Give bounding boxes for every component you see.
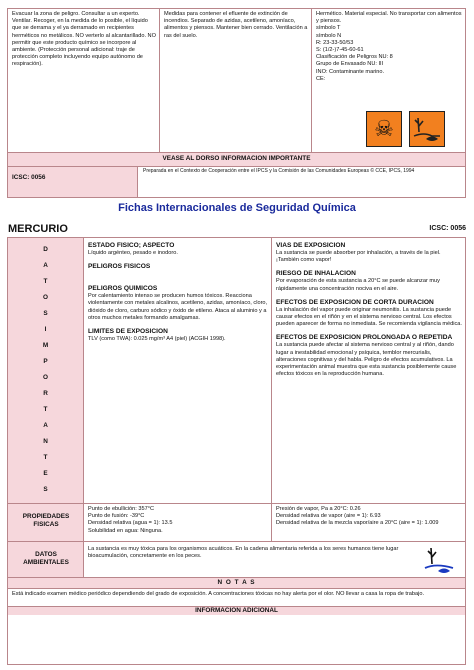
vertical-letter: O xyxy=(43,374,48,381)
notes-label: N O T A S xyxy=(217,579,256,586)
notes-text: Está indicado examen médico periódico dependiendo del grado de exposición. A concentraciones tóxicas no hay alerta por el olor. NO llevar a casa la ropa de trabajo. xyxy=(12,591,425,597)
icsc-right: ICSC: 0056 xyxy=(429,225,466,232)
quimicos-text: Por calentamiento intenso se producen humos tóxicos. Reacciona violentamente con metales alcalinos, acetileno, azidas, amoníaco, cloro, dióxido de cloro, carburo sódico y óxido de etileno. Ataca al aluminio y a otros muchos metales formando amalgamas. xyxy=(88,293,268,321)
vertical-letter: A xyxy=(43,422,48,429)
estado-heading: ESTADO FISICO; ASPECTO xyxy=(88,242,175,249)
info-label: INFORMACION ADICIONAL xyxy=(195,607,278,614)
chemical-name: MERCURIO xyxy=(8,223,68,235)
vertical-letter: T xyxy=(43,278,48,285)
vertical-letters xyxy=(8,242,83,498)
riesgo-heading: RIESGO DE INHALACION xyxy=(276,270,356,278)
icsc-number: ICSC: 0056 xyxy=(12,174,46,181)
prop-right: Densidad relativa de la mezcla vapor/aire a 20°C (aire = 1): 1.009 xyxy=(276,520,439,527)
toxic-symbol: ☠ xyxy=(366,111,402,147)
spill-text: Evacuar la zona de peligro. Consultar a un experto. Ventilar. Recoger, en la medida de lo posible, el líquido que se derrama y el ya derramado en recipientes herméticos no metálicos. NO verterlo al alcantarillado. NO permitir que este producto químico se incorpore al ambiente. (Protección personal adicional: traje de protección completo incluyendo equipo autónomo de respiración). xyxy=(12,11,156,68)
vertical-letter: D xyxy=(43,246,48,253)
prop-left: Densidad relativa (agua = 1): 13.5 xyxy=(88,520,173,527)
prop-left: Solubilidad en agua: Ninguna. xyxy=(88,527,163,534)
vertical-letter: A xyxy=(43,262,48,269)
see-reverse-banner: VEASE AL DORSO INFORMACION IMPORTANTE xyxy=(162,155,311,162)
prop-left: Punto de ebullición: 357°C xyxy=(88,506,154,512)
fisicos-heading: PELIGROS FISICOS xyxy=(88,263,151,271)
prolongada-heading: EFECTOS DE EXPOSICION PROLONGADA O REPETIDA xyxy=(276,334,453,342)
prop-right: Presión de vapor, Pa a 20°C: 0.26 xyxy=(276,506,361,512)
packaging-text: Hermético. Material especial. No transportar con alimentos y piensos. símbolo T símbolo N R: 23-33-50/53 S: (1/2-)7-45-60-61 Clasificación de Peligros NU: 8 Grupo de Envasado NU: III INO: Contaminante marino. CE: xyxy=(316,11,462,82)
corta-text: La inhalación del vapor puede originar neumonitis. La sustancia puede causar efectos en el riñón y en el sistema nervioso central. Los efectos pueden aparecer de forma no inmediata. Se recomienda vigilancia médica. xyxy=(276,306,462,328)
vias-text: La sustancia se puede absorber por inhalación, a través de la piel. ¡También como vapor! xyxy=(276,250,441,264)
vertical-letter: T xyxy=(43,406,48,413)
vertical-letter: I xyxy=(44,326,47,333)
vertical-letter: S xyxy=(43,310,48,317)
environment-symbol-small xyxy=(422,544,456,576)
credit-text: Preparada en el Contexto de Cooperación entre el IPCS y la Comisión de las Comunidades Europeas © CCE, IPCS, 1994 xyxy=(143,168,415,174)
limites-text: TLV (como TWA): 0.025 mg/m³ A4 (piel) (ACGIH 1998). xyxy=(88,336,226,343)
page-title: Fichas Internacionales de Seguridad Química xyxy=(118,202,356,214)
prolongada-text: La sustancia puede afectar al sistema nervioso central y al riñón, dando lugar a inestabilidad emocional y psíquica, temblor mercurialis, alteraciones cognitivas y del habla. Peligro de efectos acumulativos. La experimentación animal muestra que esta sustancia posiblemente cause efectos tóxicos en la reproducción humana. xyxy=(276,342,457,378)
blank-box xyxy=(7,615,466,665)
vertical-letter: O xyxy=(43,294,48,301)
vertical-letter: T xyxy=(43,454,48,461)
props-label: PROPIEDADES FISICAS xyxy=(22,513,70,528)
vertical-letter: N xyxy=(43,438,48,445)
amb-text: La sustancia es muy tóxica para los organismos acuáticos. En la cadena alimentaria referida a los seres humanos tiene lugar bioacumulación, concretamente en los peces. xyxy=(88,546,399,560)
vertical-letter: P xyxy=(43,358,48,365)
quimicos-heading: PELIGROS QUIMICOS xyxy=(88,285,158,293)
prop-right: Densidad relativa de vapor (aire = 1): 6.93 xyxy=(276,513,381,520)
riesgo-text: Por evaporación de esta sustancia a 20°C se puede alcanzar muy rápidamente una concentración nociva en el aire. xyxy=(276,278,440,292)
vertical-letter: E xyxy=(43,470,48,477)
estado-text: Líquido argénteo, pesado e inodoro. xyxy=(88,250,178,256)
vertical-letter: R xyxy=(43,390,48,397)
corta-heading: EFECTOS DE EXPOSICION DE CORTA DURACION xyxy=(276,298,434,306)
vertical-letter: M xyxy=(42,342,49,349)
environment-symbol xyxy=(409,111,445,147)
prop-left: Punto de fusión: -39°C xyxy=(88,513,145,520)
storage-text: Medidas para contener el efluente de extinción de incendios. Separado de azidas, acetileno, amoníaco, alimentos y piensos. Mantener bien cerrado. Ventilación a ras del suelo. xyxy=(164,11,308,39)
limites-heading: LIMITES DE EXPOSICION xyxy=(88,328,168,336)
amb-label: DATOS AMBIENTALES xyxy=(23,551,69,566)
vertical-letter: S xyxy=(43,486,48,493)
vias-heading: VIAS DE EXPOSICION xyxy=(276,242,346,249)
